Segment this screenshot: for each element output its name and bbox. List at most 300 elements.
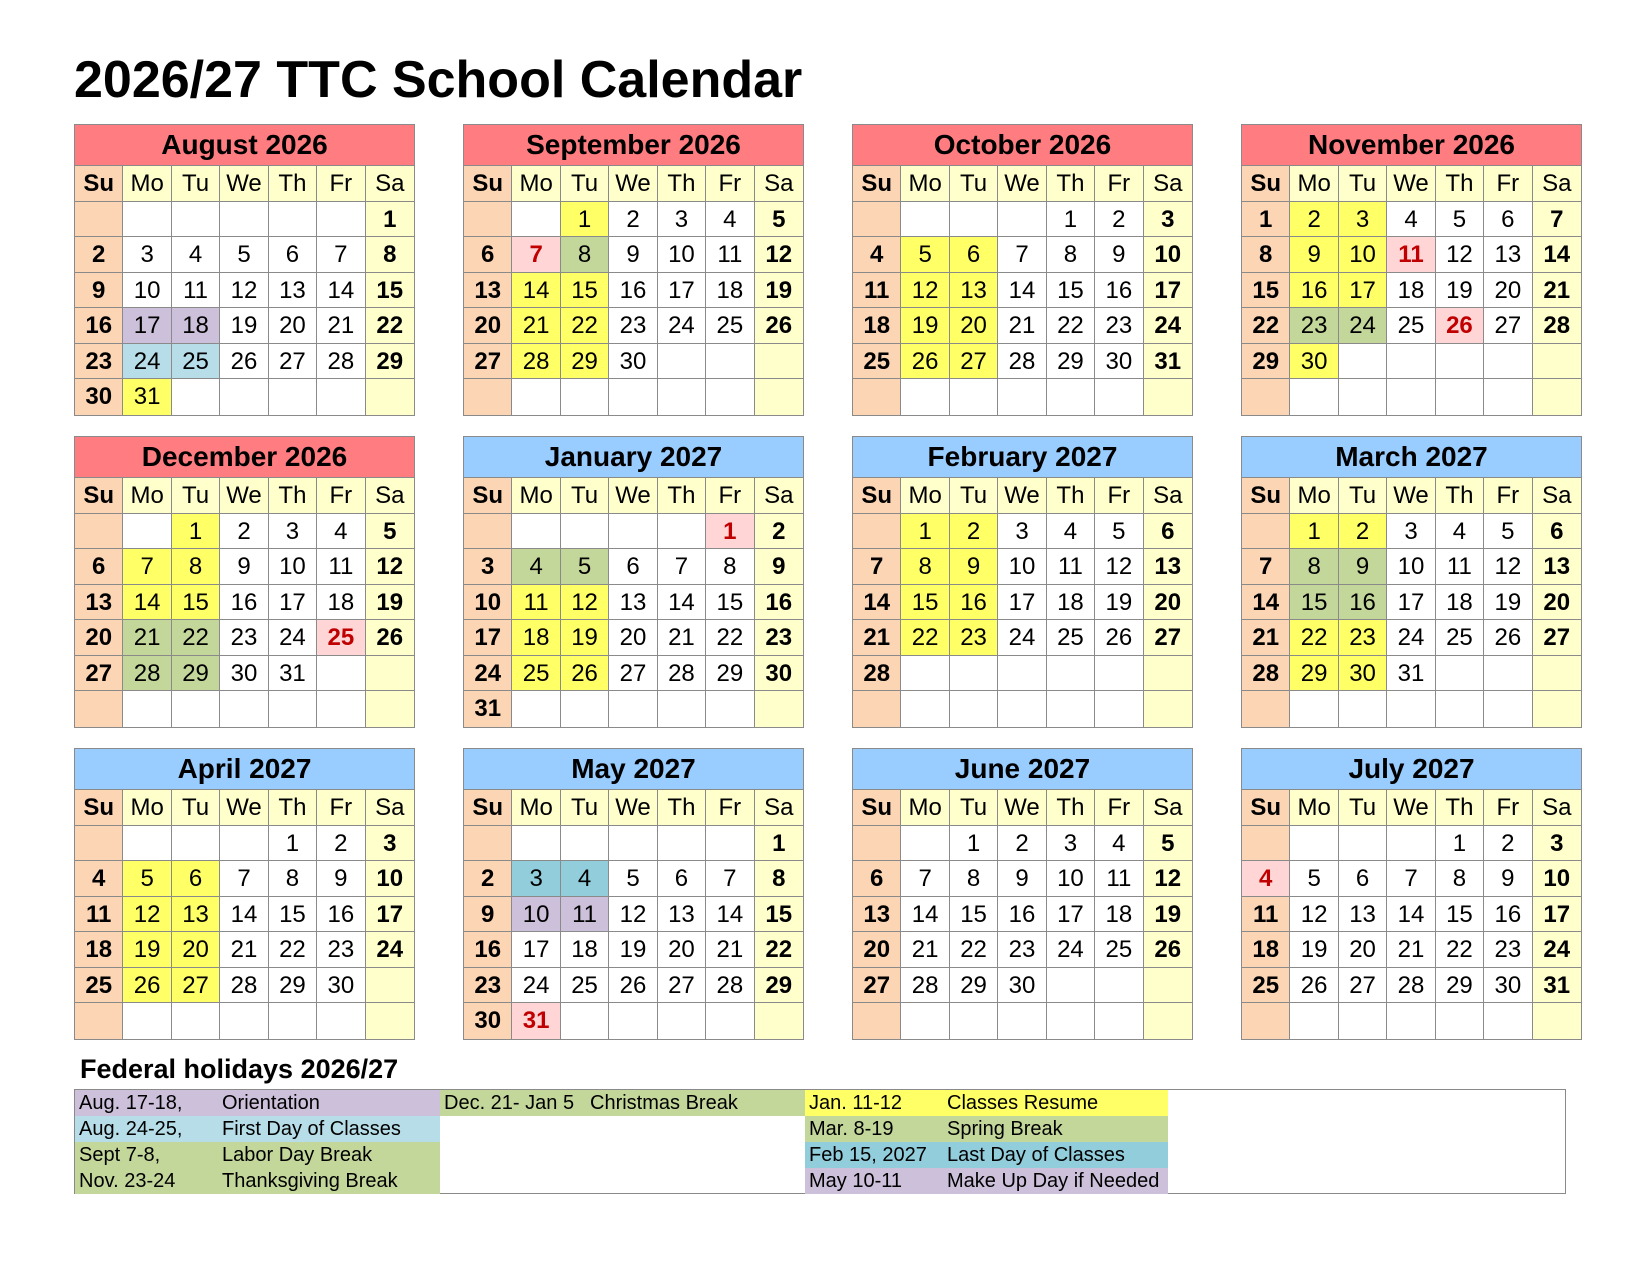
empty-day-cell <box>172 202 220 238</box>
empty-day-cell <box>172 379 220 415</box>
empty-day-cell <box>1387 344 1435 380</box>
empty-day-cell <box>269 691 317 727</box>
weekday-label: Fr <box>706 166 754 202</box>
day-cell: 16 <box>1095 273 1143 309</box>
empty-day-cell <box>464 514 512 550</box>
day-cell: 21 <box>706 932 754 968</box>
month-calendar <box>1241 124 1582 416</box>
empty-day-cell <box>998 379 1046 415</box>
day-cell: 3 <box>658 202 706 238</box>
weekday-label: Fr <box>1484 478 1532 514</box>
day-cell: 13 <box>609 585 657 621</box>
day-cell: 13 <box>1144 549 1192 585</box>
empty-day-cell <box>561 826 609 862</box>
day-cell: 10 <box>464 585 512 621</box>
empty-day-cell <box>706 1003 754 1039</box>
day-cell: 30 <box>220 656 268 692</box>
day-cell: 2 <box>1095 202 1143 238</box>
day-cell: 16 <box>950 585 998 621</box>
day-cell: 6 <box>658 861 706 897</box>
day-cell: 20 <box>269 308 317 344</box>
day-cell: 2 <box>1339 514 1387 550</box>
day-cell: 14 <box>658 585 706 621</box>
day-cell: 27 <box>853 968 901 1004</box>
day-cell: 1 <box>561 202 609 238</box>
day-cell: 22 <box>706 620 754 656</box>
empty-day-cell <box>1533 344 1581 380</box>
day-cell: 13 <box>950 273 998 309</box>
day-cell: 25 <box>1436 620 1484 656</box>
empty-day-cell <box>1144 656 1192 692</box>
day-cell: 12 <box>220 273 268 309</box>
day-cell: 23 <box>1339 620 1387 656</box>
day-cell: 10 <box>1533 861 1581 897</box>
day-cell: 28 <box>1387 968 1435 1004</box>
legend-date: Aug. 17-18, <box>79 1092 183 1114</box>
day-cell: 19 <box>1095 585 1143 621</box>
day-cell: 26 <box>366 620 414 656</box>
weekday-label: Su <box>853 478 901 514</box>
day-cell: 23 <box>1095 308 1143 344</box>
weekday-label: Th <box>269 166 317 202</box>
day-cell: 2 <box>998 826 1046 862</box>
day-cell: 24 <box>366 932 414 968</box>
legend-row <box>75 1090 1565 1116</box>
day-cell: 15 <box>561 273 609 309</box>
day-cell: 25 <box>1387 308 1435 344</box>
day-cell: 30 <box>464 1003 512 1039</box>
day-cell: 7 <box>853 549 901 585</box>
day-cell: 22 <box>1290 620 1338 656</box>
day-cell: 28 <box>998 344 1046 380</box>
empty-day-cell <box>1144 379 1192 415</box>
day-cell: 20 <box>172 932 220 968</box>
weekday-label: We <box>1387 478 1435 514</box>
day-cell: 22 <box>1047 308 1095 344</box>
weekday-label: We <box>609 166 657 202</box>
empty-day-cell <box>658 1003 706 1039</box>
day-cell: 23 <box>609 308 657 344</box>
legend-row <box>75 1168 1565 1194</box>
day-cell: 9 <box>1484 861 1532 897</box>
day-cell: 10 <box>658 237 706 273</box>
day-cell: 29 <box>706 656 754 692</box>
day-cell: 2 <box>1484 826 1532 862</box>
day-cell: 14 <box>512 273 560 309</box>
empty-day-cell <box>464 379 512 415</box>
day-cell: 24 <box>464 656 512 692</box>
empty-day-cell <box>950 202 998 238</box>
day-cell: 12 <box>1484 549 1532 585</box>
month-title: September 2026 <box>464 125 803 166</box>
day-cell: 12 <box>1144 861 1192 897</box>
empty-day-cell <box>75 202 123 238</box>
day-grid <box>1242 790 1581 1039</box>
day-cell: 12 <box>1436 237 1484 273</box>
day-cell: 20 <box>1484 273 1532 309</box>
day-cell: 16 <box>1290 273 1338 309</box>
empty-day-cell <box>1095 968 1143 1004</box>
empty-day-cell <box>1144 1003 1192 1039</box>
day-cell: 12 <box>1290 897 1338 933</box>
empty-day-cell <box>1339 826 1387 862</box>
day-cell: 16 <box>464 932 512 968</box>
day-cell: 17 <box>1533 897 1581 933</box>
legend-label: Make Up Day if Needed <box>947 1170 1160 1192</box>
day-cell: 8 <box>706 549 754 585</box>
weekday-label: We <box>609 790 657 826</box>
day-grid <box>853 790 1192 1039</box>
day-cell: 8 <box>366 237 414 273</box>
day-cell: 11 <box>1387 237 1435 273</box>
day-cell: 28 <box>1533 308 1581 344</box>
day-cell: 1 <box>950 826 998 862</box>
legend-label: Labor Day Break <box>222 1144 373 1166</box>
day-cell: 2 <box>75 237 123 273</box>
empty-day-cell <box>950 691 998 727</box>
day-cell: 31 <box>1387 656 1435 692</box>
day-cell: 22 <box>172 620 220 656</box>
day-cell: 29 <box>1242 344 1290 380</box>
day-cell: 20 <box>658 932 706 968</box>
day-cell: 27 <box>75 656 123 692</box>
day-cell: 26 <box>1484 620 1532 656</box>
legend-label: Thanksgiving Break <box>222 1170 398 1192</box>
day-cell: 1 <box>706 514 754 550</box>
empty-day-cell <box>853 379 901 415</box>
day-cell: 13 <box>1533 549 1581 585</box>
empty-day-cell <box>366 691 414 727</box>
empty-day-cell <box>512 514 560 550</box>
legend-title: Federal holidays 2026/27 <box>80 1054 399 1084</box>
empty-day-cell <box>1436 344 1484 380</box>
weekday-label: Tu <box>1339 478 1387 514</box>
day-cell: 6 <box>950 237 998 273</box>
day-cell: 6 <box>1484 202 1532 238</box>
weekday-label: Th <box>658 166 706 202</box>
day-cell: 6 <box>609 549 657 585</box>
empty-day-cell <box>609 514 657 550</box>
day-cell: 18 <box>853 308 901 344</box>
day-cell: 24 <box>1144 308 1192 344</box>
day-cell: 5 <box>609 861 657 897</box>
day-cell: 29 <box>366 344 414 380</box>
day-cell: 15 <box>366 273 414 309</box>
day-cell: 9 <box>755 549 803 585</box>
day-cell: 21 <box>1387 932 1435 968</box>
day-cell: 13 <box>1484 237 1532 273</box>
empty-day-cell <box>658 379 706 415</box>
day-cell: 3 <box>998 514 1046 550</box>
weekday-label: Th <box>658 790 706 826</box>
day-cell: 17 <box>1144 273 1192 309</box>
weekday-label: Sa <box>366 790 414 826</box>
empty-day-cell <box>1387 826 1435 862</box>
day-cell: 13 <box>75 585 123 621</box>
day-cell: 5 <box>123 861 171 897</box>
day-cell: 25 <box>75 968 123 1004</box>
day-cell: 18 <box>1436 585 1484 621</box>
legend-date: May 10-11 <box>809 1170 903 1192</box>
day-cell: 29 <box>755 968 803 1004</box>
month-calendar <box>74 748 415 1040</box>
day-cell: 12 <box>561 585 609 621</box>
day-cell: 24 <box>1339 308 1387 344</box>
empty-day-cell <box>1387 1003 1435 1039</box>
empty-day-cell <box>75 826 123 862</box>
empty-day-cell <box>172 826 220 862</box>
day-cell: 9 <box>75 273 123 309</box>
day-cell: 22 <box>1242 308 1290 344</box>
day-cell: 3 <box>1047 826 1095 862</box>
weekday-label: Sa <box>755 478 803 514</box>
day-cell: 17 <box>366 897 414 933</box>
legend-date: Aug. 24-25, <box>79 1118 183 1140</box>
day-cell: 26 <box>561 656 609 692</box>
day-cell: 1 <box>1436 826 1484 862</box>
day-cell: 9 <box>1290 237 1338 273</box>
empty-day-cell <box>901 202 949 238</box>
day-cell: 11 <box>172 273 220 309</box>
month-calendar <box>74 124 415 416</box>
day-cell: 28 <box>901 968 949 1004</box>
day-cell: 29 <box>950 968 998 1004</box>
empty-day-cell <box>1387 691 1435 727</box>
day-cell: 21 <box>901 932 949 968</box>
day-cell: 23 <box>755 620 803 656</box>
empty-day-cell <box>1047 379 1095 415</box>
weekday-label: Sa <box>366 478 414 514</box>
day-cell: 26 <box>1144 932 1192 968</box>
month-calendar <box>852 436 1193 728</box>
day-cell: 14 <box>901 897 949 933</box>
empty-day-cell <box>1095 1003 1143 1039</box>
day-cell: 4 <box>1047 514 1095 550</box>
month-calendar <box>463 124 804 416</box>
day-cell: 28 <box>1242 656 1290 692</box>
day-cell: 16 <box>220 585 268 621</box>
month-calendar <box>463 748 804 1040</box>
empty-day-cell <box>220 202 268 238</box>
day-cell: 27 <box>172 968 220 1004</box>
day-cell: 5 <box>1436 202 1484 238</box>
day-cell: 11 <box>75 897 123 933</box>
weekday-label: Th <box>269 790 317 826</box>
empty-day-cell <box>706 379 754 415</box>
day-cell: 13 <box>1339 897 1387 933</box>
empty-day-cell <box>1242 691 1290 727</box>
day-cell: 26 <box>220 344 268 380</box>
empty-day-cell <box>901 379 949 415</box>
weekday-label: Tu <box>1339 790 1387 826</box>
day-cell: 21 <box>220 932 268 968</box>
weekday-label: Fr <box>1484 166 1532 202</box>
weekday-label: Fr <box>706 790 754 826</box>
day-grid <box>75 166 414 415</box>
month-title: April 2027 <box>75 749 414 790</box>
day-cell: 1 <box>1290 514 1338 550</box>
empty-day-cell <box>464 202 512 238</box>
day-cell: 30 <box>1290 344 1338 380</box>
day-cell: 19 <box>1436 273 1484 309</box>
day-cell: 11 <box>1095 861 1143 897</box>
empty-day-cell <box>317 379 365 415</box>
day-cell: 10 <box>123 273 171 309</box>
weekday-label: Mo <box>512 166 560 202</box>
weekday-label: Tu <box>172 166 220 202</box>
empty-day-cell <box>269 1003 317 1039</box>
weekday-label: We <box>220 790 268 826</box>
day-cell: 16 <box>755 585 803 621</box>
day-cell: 18 <box>1387 273 1435 309</box>
day-cell: 30 <box>755 656 803 692</box>
weekday-label: Su <box>75 790 123 826</box>
day-cell: 17 <box>512 932 560 968</box>
day-cell: 24 <box>269 620 317 656</box>
day-cell: 26 <box>1290 968 1338 1004</box>
month-title: February 2027 <box>853 437 1192 478</box>
day-cell: 3 <box>1339 202 1387 238</box>
empty-day-cell <box>1436 1003 1484 1039</box>
day-cell: 23 <box>220 620 268 656</box>
day-cell: 6 <box>269 237 317 273</box>
day-cell: 29 <box>269 968 317 1004</box>
day-cell: 16 <box>317 897 365 933</box>
day-cell: 12 <box>123 897 171 933</box>
day-cell: 4 <box>1095 826 1143 862</box>
day-grid <box>75 478 414 727</box>
weekday-label: Sa <box>366 166 414 202</box>
legend-label: First Day of Classes <box>222 1118 401 1140</box>
day-cell: 18 <box>1047 585 1095 621</box>
legend-date: Jan. 11-12 <box>809 1092 903 1114</box>
empty-day-cell <box>123 202 171 238</box>
day-cell: 7 <box>1533 202 1581 238</box>
day-cell: 27 <box>609 656 657 692</box>
empty-day-cell <box>123 1003 171 1039</box>
day-cell: 9 <box>1095 237 1143 273</box>
day-cell: 13 <box>464 273 512 309</box>
day-cell: 16 <box>1339 585 1387 621</box>
day-cell: 10 <box>366 861 414 897</box>
month-calendar <box>1241 748 1582 1040</box>
day-grid <box>853 478 1192 727</box>
day-cell: 15 <box>172 585 220 621</box>
empty-day-cell <box>1484 691 1532 727</box>
day-cell: 18 <box>1095 897 1143 933</box>
day-cell: 28 <box>220 968 268 1004</box>
day-cell: 24 <box>1387 620 1435 656</box>
month-title: August 2026 <box>75 125 414 166</box>
empty-day-cell <box>75 514 123 550</box>
day-cell: 18 <box>706 273 754 309</box>
day-cell: 29 <box>172 656 220 692</box>
empty-day-cell <box>1484 379 1532 415</box>
legend-label: Classes Resume <box>947 1092 1099 1114</box>
weekday-label: We <box>1387 790 1435 826</box>
day-cell: 31 <box>123 379 171 415</box>
day-cell: 4 <box>1242 861 1290 897</box>
day-cell: 7 <box>512 237 560 273</box>
day-cell: 16 <box>609 273 657 309</box>
day-cell: 3 <box>1533 826 1581 862</box>
day-cell: 19 <box>755 273 803 309</box>
day-cell: 27 <box>1339 968 1387 1004</box>
day-cell: 24 <box>512 968 560 1004</box>
legend-label: Spring Break <box>947 1118 1063 1140</box>
day-cell: 14 <box>220 897 268 933</box>
weekday-label: Mo <box>901 478 949 514</box>
empty-day-cell <box>950 656 998 692</box>
weekday-label: Su <box>1242 478 1290 514</box>
day-cell: 2 <box>220 514 268 550</box>
day-cell: 19 <box>123 932 171 968</box>
empty-day-cell <box>366 968 414 1004</box>
empty-day-cell <box>512 202 560 238</box>
day-cell: 16 <box>1484 897 1532 933</box>
weekday-label: Su <box>75 478 123 514</box>
day-cell: 28 <box>512 344 560 380</box>
empty-day-cell <box>1436 691 1484 727</box>
empty-day-cell <box>1290 379 1338 415</box>
day-cell: 24 <box>1533 932 1581 968</box>
day-cell: 20 <box>1144 585 1192 621</box>
day-cell: 1 <box>755 826 803 862</box>
day-cell: 6 <box>75 549 123 585</box>
day-cell: 10 <box>1339 237 1387 273</box>
empty-day-cell <box>998 1003 1046 1039</box>
empty-day-cell <box>755 379 803 415</box>
legend-date: Mar. 8-19 <box>809 1118 894 1140</box>
empty-day-cell <box>1095 656 1143 692</box>
empty-day-cell <box>1047 968 1095 1004</box>
day-cell: 13 <box>269 273 317 309</box>
day-cell: 27 <box>658 968 706 1004</box>
day-cell: 31 <box>1144 344 1192 380</box>
day-cell: 14 <box>998 273 1046 309</box>
weekday-label: Su <box>464 790 512 826</box>
day-cell: 28 <box>317 344 365 380</box>
day-cell: 21 <box>1242 620 1290 656</box>
day-cell: 18 <box>1242 932 1290 968</box>
day-cell: 21 <box>853 620 901 656</box>
day-grid <box>1242 478 1581 727</box>
day-cell: 4 <box>75 861 123 897</box>
empty-day-cell <box>172 1003 220 1039</box>
day-cell: 8 <box>269 861 317 897</box>
day-cell: 23 <box>75 344 123 380</box>
day-cell: 11 <box>317 549 365 585</box>
day-cell: 18 <box>75 932 123 968</box>
legend-label: Orientation <box>222 1092 320 1114</box>
empty-day-cell <box>1484 1003 1532 1039</box>
day-cell: 28 <box>123 656 171 692</box>
weekday-label: Mo <box>1290 166 1338 202</box>
day-cell: 25 <box>1047 620 1095 656</box>
day-cell: 11 <box>1242 897 1290 933</box>
day-cell: 15 <box>950 897 998 933</box>
weekday-label: Fr <box>317 166 365 202</box>
day-cell: 20 <box>464 308 512 344</box>
day-cell: 4 <box>561 861 609 897</box>
day-cell: 4 <box>1387 202 1435 238</box>
weekday-label: Su <box>75 166 123 202</box>
empty-day-cell <box>706 344 754 380</box>
empty-day-cell <box>561 514 609 550</box>
month-title: December 2026 <box>75 437 414 478</box>
empty-day-cell <box>366 1003 414 1039</box>
day-cell: 17 <box>123 308 171 344</box>
